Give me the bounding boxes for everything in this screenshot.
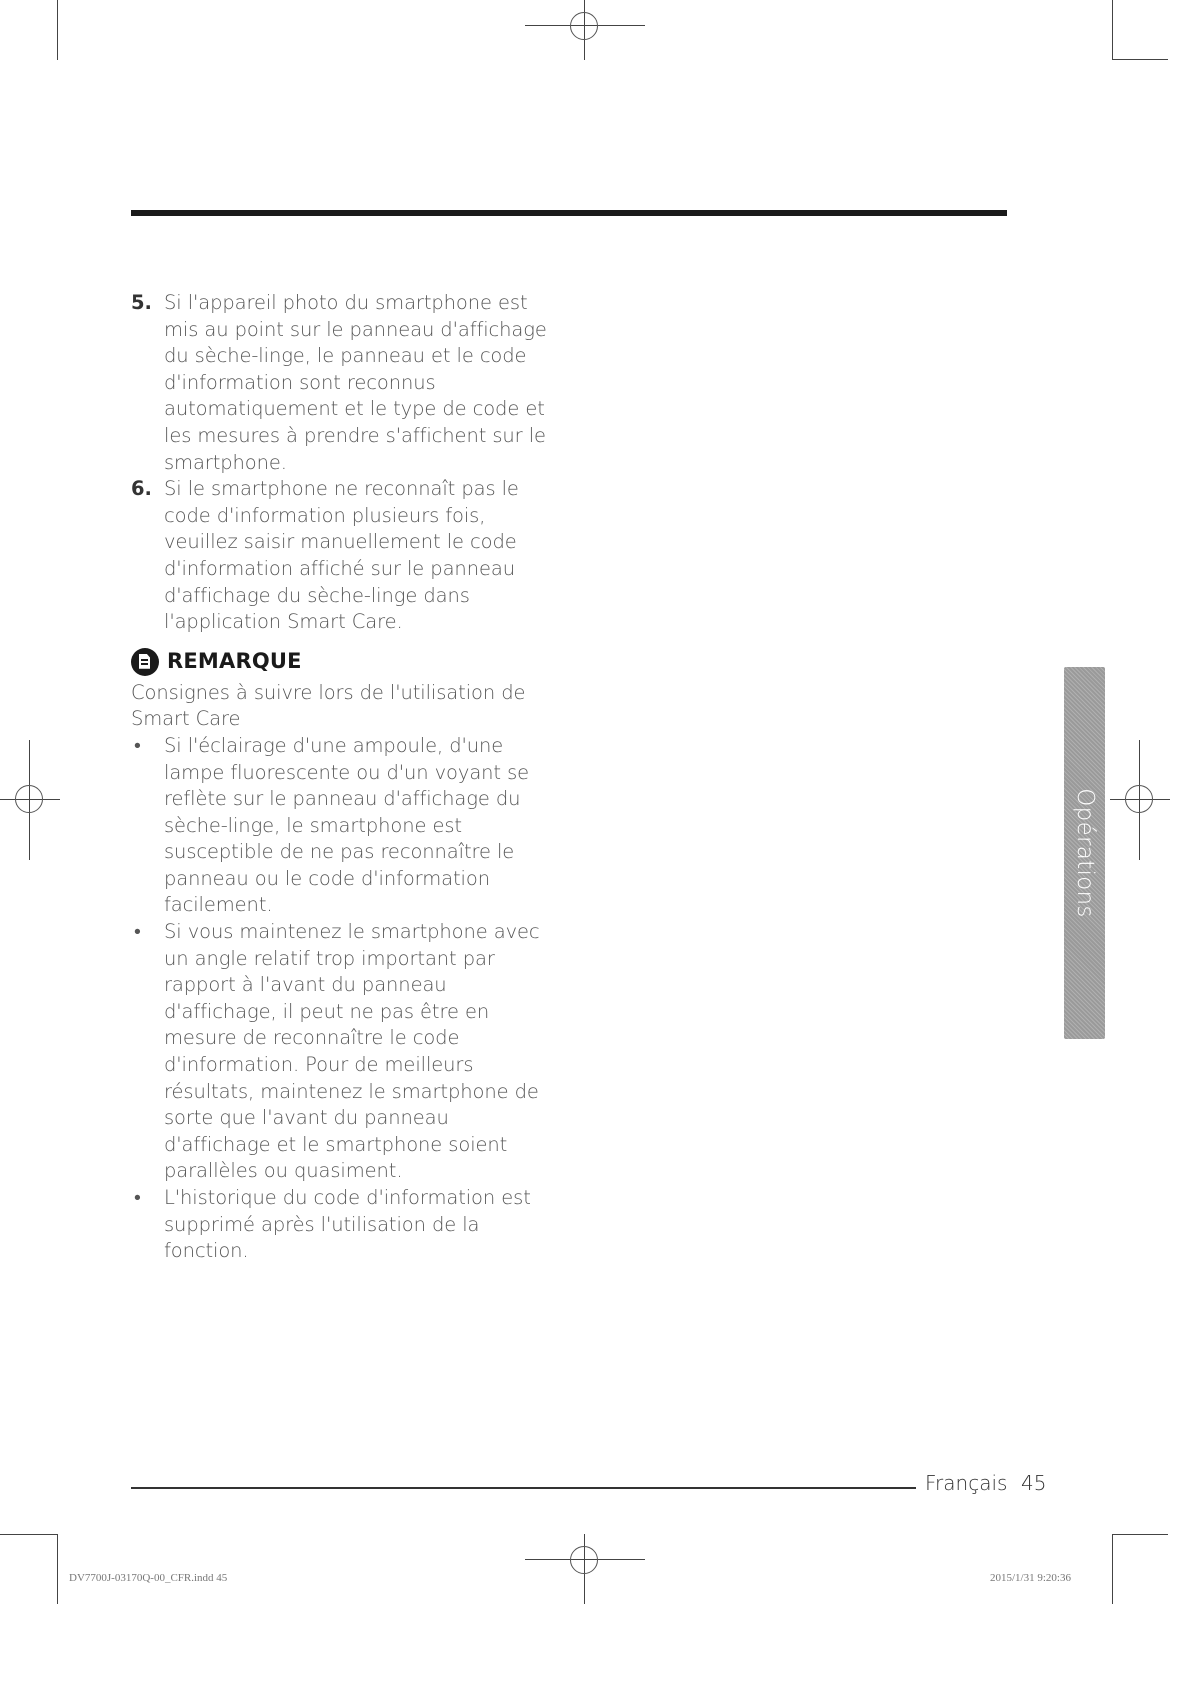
registration-mark-top: [525, 0, 645, 60]
footer-language: Français: [925, 1471, 1008, 1495]
print-slug-timestamp: 2015/1/31 9:20:36: [990, 1572, 1071, 1584]
crop-mark-bottom-right-v: [1112, 1534, 1113, 1604]
step-number: 5.: [131, 291, 152, 314]
registration-mark-left: [0, 740, 60, 860]
step-text: Si le smartphone ne reconnaît pas le code d'information plusieurs fois, veuillez saisir manuellement le code d'information affiché sur le panneau d'affichage du sèche-linge dans l'application Smart Care.: [164, 477, 519, 634]
note-page-icon: [131, 648, 159, 676]
crop-mark-bottom-left-h: [0, 1534, 58, 1535]
bullet-text: Si vous maintenez le smartphone avec un angle relatif trop important par rapport à l'avant du panneau d'affichage, il peut ne pas être en mesure de reconnaître le code d'information. Pour de meilleurs résultats, maintenez le smartphone de sorte que l'avant du panneau d'affichage et le smartphone soient parallèles ou quasiment.: [164, 920, 540, 1183]
registration-mark-bottom: [525, 1534, 645, 1604]
note-bullet: [131, 733, 561, 919]
page-number: 45: [1021, 1471, 1047, 1495]
bullet-text: Si l'éclairage d'une ampoule, d'une lampe fluorescente ou d'un voyant se reflète sur le panneau d'affichage du sèche-linge, le smartphone est susceptible de ne pas reconnaître le panneau ou le code d'information facilement.: [164, 733, 530, 917]
crop-mark-bottom-right-h: [1112, 1534, 1168, 1535]
crop-mark-top-right-v: [1112, 0, 1113, 60]
crop-mark-top-right-h: [1112, 59, 1168, 60]
chapter-side-tab: [1064, 667, 1105, 1039]
note-heading: [131, 648, 561, 676]
print-slug-file: DV7700J-03170Q-00_CFR.indd 45: [69, 1572, 228, 1584]
main-content: [131, 290, 561, 1265]
note-bullet: [131, 1185, 561, 1265]
step-6: [131, 476, 561, 636]
step-5: [131, 290, 561, 476]
registration-mark-right: [1110, 740, 1170, 860]
note-bullet: [131, 919, 561, 1185]
bullet-icon: •: [134, 920, 141, 944]
step-text: Si l'appareil photo du smartphone est mis au point sur le panneau d'affichage du sèche-linge, le panneau et le code d'information sont reconnus automatiquement et le type de code et les mesures à prendre s'affichent sur le smartphone.: [164, 291, 547, 474]
bullet-text: L'historique du code d'information est supprimé après l'utilisation de la fonction.: [164, 1186, 531, 1263]
bullet-icon: •: [134, 1186, 141, 1209]
note-intro: Consignes à suivre lors de l'utilisation de Smart Care: [131, 680, 526, 731]
bullet-icon: •: [134, 733, 141, 757]
chapter-tab-label: Opérations: [1071, 788, 1098, 918]
crop-mark-top-left-v: [57, 0, 58, 60]
step-number: 6.: [131, 477, 152, 501]
crop-mark-bottom-left-v: [57, 1534, 58, 1604]
header-rule: [131, 210, 1007, 216]
footer-rule: [131, 1487, 916, 1489]
note-title: REMARQUE: [167, 649, 302, 674]
